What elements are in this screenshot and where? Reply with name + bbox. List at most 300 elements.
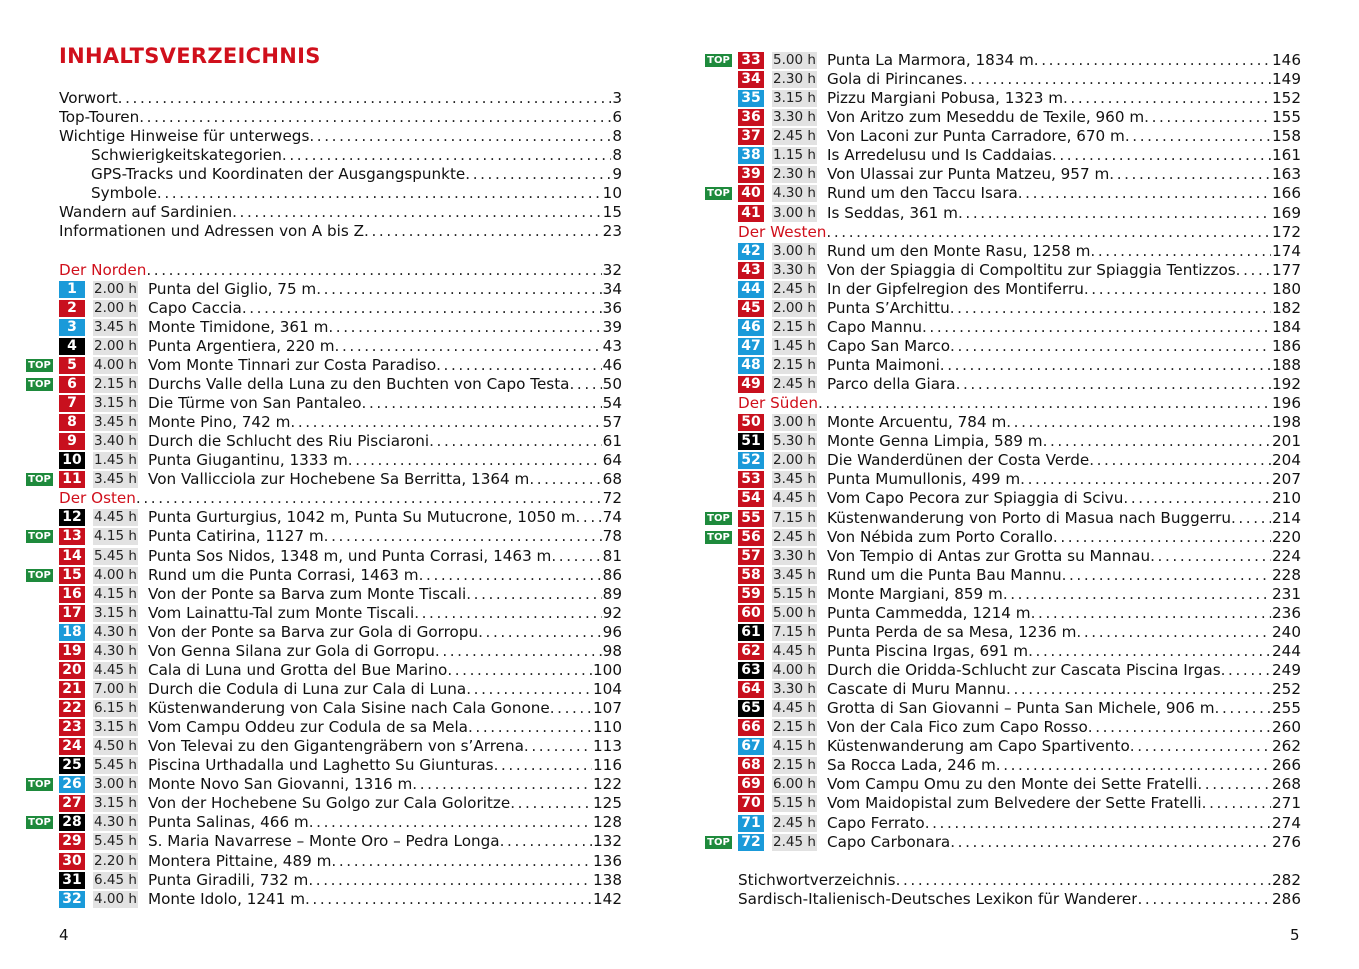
toc-tour-entry[interactable]	[679, 318, 1301, 337]
toc-entry[interactable]	[0, 203, 622, 222]
entry-page-number: 146	[1272, 51, 1301, 70]
toc-tour-entry[interactable]	[0, 832, 622, 851]
duration-unit: h	[803, 261, 816, 278]
toc-tour-entry[interactable]	[0, 318, 622, 337]
tour-number-badge: 46	[738, 319, 764, 336]
dot-leader	[1123, 489, 1271, 508]
entry-page-number: 236	[1272, 603, 1301, 622]
duration-unit: h	[803, 376, 816, 393]
dot-leader	[818, 394, 1271, 413]
duration-badge	[772, 548, 817, 565]
entry-title: Punta Giradili, 732 m	[148, 870, 309, 889]
toc-tour-entry[interactable]	[679, 680, 1301, 699]
toc-tour-entry[interactable]	[0, 604, 622, 623]
toc-tour-entry[interactable]	[679, 413, 1301, 432]
tour-number-badge: 19	[59, 643, 85, 660]
entry-title: Monte Novo San Giovanni, 1316 m	[148, 775, 413, 794]
dot-leader	[576, 508, 602, 527]
dot-leader	[1052, 146, 1271, 165]
tour-number-badge: 37	[738, 128, 764, 145]
duration-value: 2.00	[94, 299, 125, 316]
duration-value: 4.30	[94, 814, 125, 831]
dot-leader	[1231, 509, 1271, 528]
entry-page-number: 68	[602, 470, 622, 489]
toc-tour-entry[interactable]	[0, 737, 622, 756]
toc-tour-entry[interactable]	[679, 814, 1301, 833]
entry-title: Wichtige Hinweise für unterwegs	[59, 127, 310, 146]
entry-page-number: 228	[1272, 565, 1301, 584]
duration-unit: h	[124, 871, 137, 888]
entry-page-number: 188	[1272, 356, 1301, 375]
dot-leader	[1053, 528, 1271, 547]
duration-unit: h	[124, 375, 137, 392]
toc-tour-entry[interactable]	[0, 585, 622, 604]
tour-number-badge: 27	[59, 795, 85, 812]
toc-tour-entry[interactable]	[679, 51, 1301, 70]
duration-unit: h	[124, 623, 137, 640]
duration-badge	[772, 52, 817, 69]
toc-tour-entry[interactable]	[679, 547, 1301, 566]
entry-title: Von Nébida zum Porto Corallo	[827, 527, 1053, 546]
toc-tour-entry[interactable]	[679, 261, 1301, 280]
dot-leader	[1063, 89, 1271, 108]
duration-value: 5.30	[773, 433, 804, 450]
entry-title: In der Gipfelregion des Montiferru	[827, 279, 1084, 298]
toc-tour-entry[interactable]	[0, 508, 622, 527]
duration-badge	[93, 433, 138, 450]
toc-tour-entry[interactable]	[0, 566, 622, 585]
duration-unit: h	[124, 852, 137, 869]
toc-tour-entry[interactable]	[0, 813, 622, 832]
dot-leader	[551, 547, 601, 566]
entry-page-number: 207	[1272, 470, 1301, 489]
toc-tour-entry[interactable]	[679, 184, 1301, 203]
entry-page-number: 89	[602, 584, 622, 603]
tour-number-badge: 1	[59, 281, 85, 298]
toc-entry[interactable]	[0, 108, 622, 127]
duration-unit: h	[803, 795, 816, 812]
entry-title: Von Laconi zur Punta Carradore, 670 m	[827, 127, 1125, 146]
duration-unit: h	[124, 776, 137, 793]
tour-number-badge: 69	[738, 776, 764, 793]
toc-tour-entry[interactable]	[679, 146, 1301, 165]
dot-leader	[1215, 699, 1271, 718]
entry-page-number: 57	[602, 413, 622, 432]
duration-badge	[772, 624, 817, 641]
duration-value: 7.15	[773, 623, 804, 640]
tour-number-badge: 72	[738, 834, 764, 851]
dot-leader	[282, 146, 611, 165]
toc-tour-entry[interactable]	[0, 680, 622, 699]
toc-tour-entry[interactable]	[679, 585, 1301, 604]
toc-tour-entry[interactable]	[679, 775, 1301, 794]
toc-tour-entry[interactable]	[679, 661, 1301, 680]
tour-number-badge: 45	[738, 300, 764, 317]
duration-badge	[93, 471, 138, 488]
entry-title: Der Norden	[59, 260, 147, 279]
dot-leader	[1018, 184, 1271, 203]
dot-leader	[510, 794, 592, 813]
entry-title: Capo Ferrato	[827, 813, 925, 832]
entry-page-number: 198	[1272, 413, 1301, 432]
toc-entry[interactable]	[0, 146, 622, 165]
entry-title: Montera Pittaine, 489 m	[148, 851, 332, 870]
duration-unit: h	[803, 357, 816, 373]
duration-badge	[772, 281, 817, 298]
toc-entry[interactable]	[679, 890, 1301, 909]
toc-section-heading[interactable]	[0, 489, 622, 508]
duration-value: 2.30	[773, 166, 804, 183]
duration-badge	[772, 338, 817, 355]
duration-value: 2.45	[773, 128, 804, 145]
toc-tour-entry[interactable]	[679, 299, 1301, 318]
duration-badge	[772, 166, 817, 183]
duration-value: 3.15	[94, 395, 125, 411]
dot-leader	[232, 203, 602, 222]
toc-tour-entry[interactable]	[0, 661, 622, 680]
toc-section-heading[interactable]	[679, 394, 1301, 413]
tour-number-badge: 59	[738, 586, 764, 603]
duration-value: 2.00	[773, 299, 804, 316]
toc-entry[interactable]	[0, 89, 622, 108]
entry-page-number: 50	[602, 374, 622, 393]
toc-tour-entry[interactable]	[0, 432, 622, 451]
entry-title: Punta del Giglio, 75 m	[148, 279, 317, 298]
entry-page-number: 266	[1272, 756, 1301, 775]
toc-tour-entry[interactable]	[679, 794, 1301, 813]
entry-page-number: 161	[1272, 146, 1301, 165]
entry-title: Punta Cammedda, 1214 m	[827, 603, 1031, 622]
toc-entry[interactable]	[679, 871, 1301, 890]
tour-number-badge: 18	[59, 624, 85, 641]
duration-badge	[93, 795, 138, 812]
entry-title: Vom Campu Oddeu zur Codula de sa Mela	[148, 718, 468, 737]
toc-tour-entry[interactable]	[679, 70, 1301, 89]
toc-tour-entry[interactable]	[679, 108, 1301, 127]
toc-tour-entry[interactable]	[679, 604, 1301, 623]
entry-title: Rund um den Monte Rasu, 1258 m	[827, 241, 1091, 260]
toc-tour-entry[interactable]	[0, 794, 622, 813]
toc-tour-entry[interactable]	[0, 356, 622, 375]
toc-tour-entry[interactable]	[0, 852, 622, 871]
entry-title: Monte Genna Limpia, 589 m	[827, 432, 1043, 451]
duration-unit: h	[803, 185, 816, 202]
toc-tour-entry[interactable]	[0, 299, 622, 318]
entry-title: Informationen und Adressen von A bis Z	[59, 222, 365, 241]
duration-unit: h	[803, 166, 816, 183]
toc-tour-entry[interactable]	[679, 280, 1301, 299]
entry-page-number: 107	[593, 699, 622, 718]
entry-title: Sa Rocca Lada, 246 m	[827, 756, 996, 775]
duration-value: 4.15	[94, 585, 125, 602]
entry-page-number: 174	[1272, 241, 1301, 260]
tour-number-badge: 26	[59, 776, 85, 793]
tour-number-badge: 38	[738, 147, 764, 164]
toc-tour-entry[interactable]	[679, 356, 1301, 375]
entry-page-number: 182	[1272, 298, 1301, 317]
dot-leader	[309, 127, 611, 146]
duration-unit: h	[803, 433, 816, 450]
toc-tour-entry[interactable]	[679, 165, 1301, 184]
dot-leader	[305, 890, 592, 909]
toc-spacer	[679, 852, 1301, 871]
entry-page-number: 252	[1272, 680, 1301, 699]
dot-leader	[466, 585, 601, 604]
dot-leader	[328, 318, 601, 337]
toc-tour-entry[interactable]	[0, 337, 622, 356]
toc-tour-entry[interactable]	[679, 489, 1301, 508]
duration-value: 2.15	[773, 719, 804, 736]
duration-unit: h	[803, 642, 816, 659]
toc-tour-entry[interactable]	[0, 890, 622, 909]
toc-tour-entry[interactable]	[0, 280, 622, 299]
entry-page-number: 116	[593, 756, 622, 775]
duration-unit: h	[803, 604, 816, 621]
tour-number-badge: 48	[738, 357, 764, 374]
toc-tour-entry[interactable]	[0, 470, 622, 489]
tour-number-badge: 28	[59, 814, 85, 831]
entry-title: Monte Arcuentu, 784 m	[827, 413, 1007, 432]
toc-tour-entry[interactable]	[0, 451, 622, 470]
duration-badge	[93, 891, 138, 908]
tour-number-badge: 24	[59, 738, 85, 755]
dot-leader	[950, 337, 1271, 356]
duration-value: 4.30	[773, 185, 804, 202]
toc-tour-entry[interactable]	[679, 642, 1301, 661]
toc-section-heading[interactable]	[679, 223, 1301, 242]
dot-leader	[324, 527, 602, 546]
duration-badge	[772, 376, 817, 393]
tour-number-badge: 14	[59, 548, 85, 565]
toc-tour-entry[interactable]	[0, 527, 622, 546]
toc-tour-entry[interactable]	[0, 699, 622, 718]
toc-tour-entry[interactable]	[679, 623, 1301, 642]
dot-leader	[1130, 737, 1271, 756]
duration-value: 4.45	[94, 661, 125, 678]
entry-page-number: 98	[602, 641, 622, 660]
dot-leader	[958, 204, 1271, 223]
entry-title: Pizzu Margiani Pobusa, 1323 m	[827, 89, 1063, 108]
duration-badge	[772, 300, 817, 317]
dot-leader	[308, 871, 592, 890]
dot-leader	[1006, 680, 1271, 699]
toc-tour-entry[interactable]	[0, 775, 622, 794]
toc-tour-entry[interactable]	[679, 89, 1301, 108]
duration-badge	[772, 243, 817, 260]
toc-tour-entry[interactable]	[679, 375, 1301, 394]
duration-value: 3.15	[94, 604, 125, 621]
dot-leader	[569, 375, 601, 394]
dot-leader	[550, 699, 592, 718]
duration-badge	[772, 700, 817, 717]
duration-unit: h	[803, 623, 816, 640]
dot-leader	[146, 261, 601, 280]
dot-leader	[136, 489, 602, 508]
toc-tour-entry[interactable]	[679, 432, 1301, 451]
entry-title: Capo Mannu	[827, 317, 922, 336]
toc-tour-entry[interactable]	[679, 451, 1301, 470]
tour-number-badge: 56	[738, 529, 764, 546]
duration-unit: h	[803, 471, 816, 488]
toc-tour-entry[interactable]	[679, 833, 1301, 852]
duration-unit: h	[803, 204, 816, 221]
duration-unit: h	[124, 585, 137, 602]
top-tour-badge: TOP	[26, 378, 53, 391]
tour-number-badge: 63	[738, 662, 764, 679]
tour-number-badge: 42	[738, 243, 764, 260]
entry-title: Vom Capo Pecora zur Spiaggia di Scivu	[827, 489, 1124, 508]
dot-leader	[290, 413, 601, 432]
dot-leader	[1089, 451, 1271, 470]
toc-tour-entry[interactable]	[679, 718, 1301, 737]
dot-leader	[478, 623, 602, 642]
page-number-left: 4	[59, 926, 69, 944]
entry-page-number: 282	[1272, 870, 1301, 889]
toc-section-heading[interactable]	[0, 261, 622, 280]
entry-page-number: 138	[593, 870, 622, 889]
toc-tour-entry[interactable]	[0, 623, 622, 642]
entry-page-number: 46	[602, 355, 622, 374]
toc-tour-entry[interactable]	[679, 242, 1301, 261]
toc-tour-entry[interactable]	[0, 756, 622, 775]
entry-page-number: 128	[593, 813, 622, 832]
dot-leader	[419, 566, 602, 585]
duration-badge	[93, 662, 138, 679]
dot-leader	[1202, 794, 1271, 813]
duration-badge	[772, 643, 817, 660]
toc-tour-entry[interactable]	[679, 509, 1301, 528]
dot-leader	[435, 642, 602, 661]
toc-tour-entry[interactable]	[679, 204, 1301, 223]
duration-value: 2.00	[773, 452, 804, 469]
toc-tour-entry[interactable]	[0, 642, 622, 661]
toc-tour-entry[interactable]	[0, 375, 622, 394]
top-tour-badge: TOP	[705, 836, 732, 849]
toc-tour-entry[interactable]	[0, 547, 622, 566]
toc-entry[interactable]	[0, 184, 622, 203]
tour-number-badge: 23	[59, 719, 85, 736]
duration-value: 4.45	[94, 509, 125, 526]
entry-title: Punta Maimoni	[827, 356, 940, 375]
entry-page-number: 8	[612, 146, 622, 165]
toc-tour-entry[interactable]	[679, 756, 1301, 775]
dot-leader	[826, 223, 1271, 242]
entry-page-number: 201	[1272, 432, 1301, 451]
tour-number-badge: 49	[738, 376, 764, 393]
entry-page-number: 81	[602, 546, 622, 565]
toc-tour-entry[interactable]	[679, 528, 1301, 547]
tour-number-badge: 54	[738, 490, 764, 507]
duration-value: 3.15	[773, 90, 804, 107]
duration-badge	[93, 319, 138, 336]
duration-value: 3.15	[94, 719, 125, 736]
entry-page-number: 72	[602, 489, 622, 508]
duration-unit: h	[124, 299, 137, 316]
toc-entry[interactable]	[0, 127, 622, 146]
duration-unit: h	[803, 719, 816, 736]
top-tour-badge: TOP	[26, 530, 53, 543]
toc-tour-entry[interactable]	[0, 871, 622, 890]
toc-tour-entry[interactable]	[0, 394, 622, 413]
duration-value: 3.00	[94, 776, 125, 793]
entry-title: Grotta di San Giovanni – Punta San Michele, 906 m	[827, 699, 1215, 718]
tour-number-badge: 71	[738, 815, 764, 832]
duration-unit: h	[803, 147, 816, 164]
entry-title: Küstenwanderung von Porto di Masua nach Buggerru	[827, 508, 1231, 527]
duration-unit: h	[803, 490, 816, 507]
tour-number-badge: 33	[738, 52, 764, 69]
duration-value: 3.40	[94, 433, 125, 450]
entry-title: Durch die Oridda-Schlucht zur Cascata Piscina Irgas	[827, 661, 1221, 680]
duration-value: 3.00	[773, 242, 804, 259]
toc-tour-entry[interactable]	[0, 413, 622, 432]
toc-tour-entry[interactable]	[679, 566, 1301, 585]
dot-leader	[335, 337, 602, 356]
dot-leader	[1090, 242, 1271, 261]
entry-page-number: 96	[602, 622, 622, 641]
tour-number-badge: 12	[59, 509, 85, 526]
tour-number-badge: 36	[738, 109, 764, 126]
duration-value: 4.00	[94, 566, 125, 583]
duration-badge	[93, 300, 138, 317]
entry-title: Punta Perda de sa Mesa, 1236 m	[827, 622, 1077, 641]
duration-value: 5.00	[773, 52, 804, 68]
dot-leader	[1125, 127, 1271, 146]
entry-page-number: 214	[1272, 508, 1301, 527]
toc-entry[interactable]	[0, 222, 622, 241]
dot-leader	[412, 775, 592, 794]
toc-tour-entry[interactable]	[679, 127, 1301, 146]
entry-title: Vom Monte Tinnari zur Costa Paradiso	[148, 355, 437, 374]
entry-page-number: 255	[1272, 699, 1301, 718]
entry-page-number: 262	[1272, 737, 1301, 756]
dot-leader	[963, 70, 1271, 89]
entry-page-number: 110	[593, 718, 622, 737]
tour-number-badge: 22	[59, 700, 85, 717]
entry-page-number: 274	[1272, 813, 1301, 832]
duration-unit: h	[803, 71, 816, 88]
duration-value: 3.30	[773, 681, 804, 698]
toc-tour-entry[interactable]	[0, 718, 622, 737]
entry-title: Punta S’Archittu	[827, 298, 950, 317]
entry-title: Durch die Schlucht des Riu Pisciaroni	[148, 432, 430, 451]
entry-page-number: 196	[1272, 394, 1301, 413]
duration-unit: h	[124, 719, 137, 736]
entry-page-number: 23	[602, 222, 622, 241]
toc-tour-entry[interactable]	[679, 699, 1301, 718]
entry-title: Die Wanderdünen der Costa Verde	[827, 451, 1090, 470]
duration-value: 5.45	[94, 757, 125, 774]
entry-page-number: 104	[593, 679, 622, 698]
page-title: INHALTSVERZEICHNIS	[59, 44, 321, 68]
dot-leader	[950, 833, 1271, 852]
toc-entry[interactable]	[0, 165, 622, 184]
duration-unit: h	[803, 738, 816, 755]
duration-badge	[93, 528, 138, 545]
tour-number-badge: 3	[59, 319, 85, 336]
duration-value: 2.30	[773, 71, 804, 88]
toc-tour-entry[interactable]	[679, 337, 1301, 356]
dot-leader	[1197, 775, 1271, 794]
toc-tour-entry[interactable]	[679, 737, 1301, 756]
toc-tour-entry[interactable]	[679, 470, 1301, 489]
duration-unit: h	[803, 318, 816, 335]
duration-badge	[772, 662, 817, 679]
duration-badge	[93, 357, 138, 374]
duration-value: 4.30	[94, 623, 125, 640]
duration-value: 5.15	[773, 795, 804, 812]
duration-value: 2.00	[94, 337, 125, 354]
